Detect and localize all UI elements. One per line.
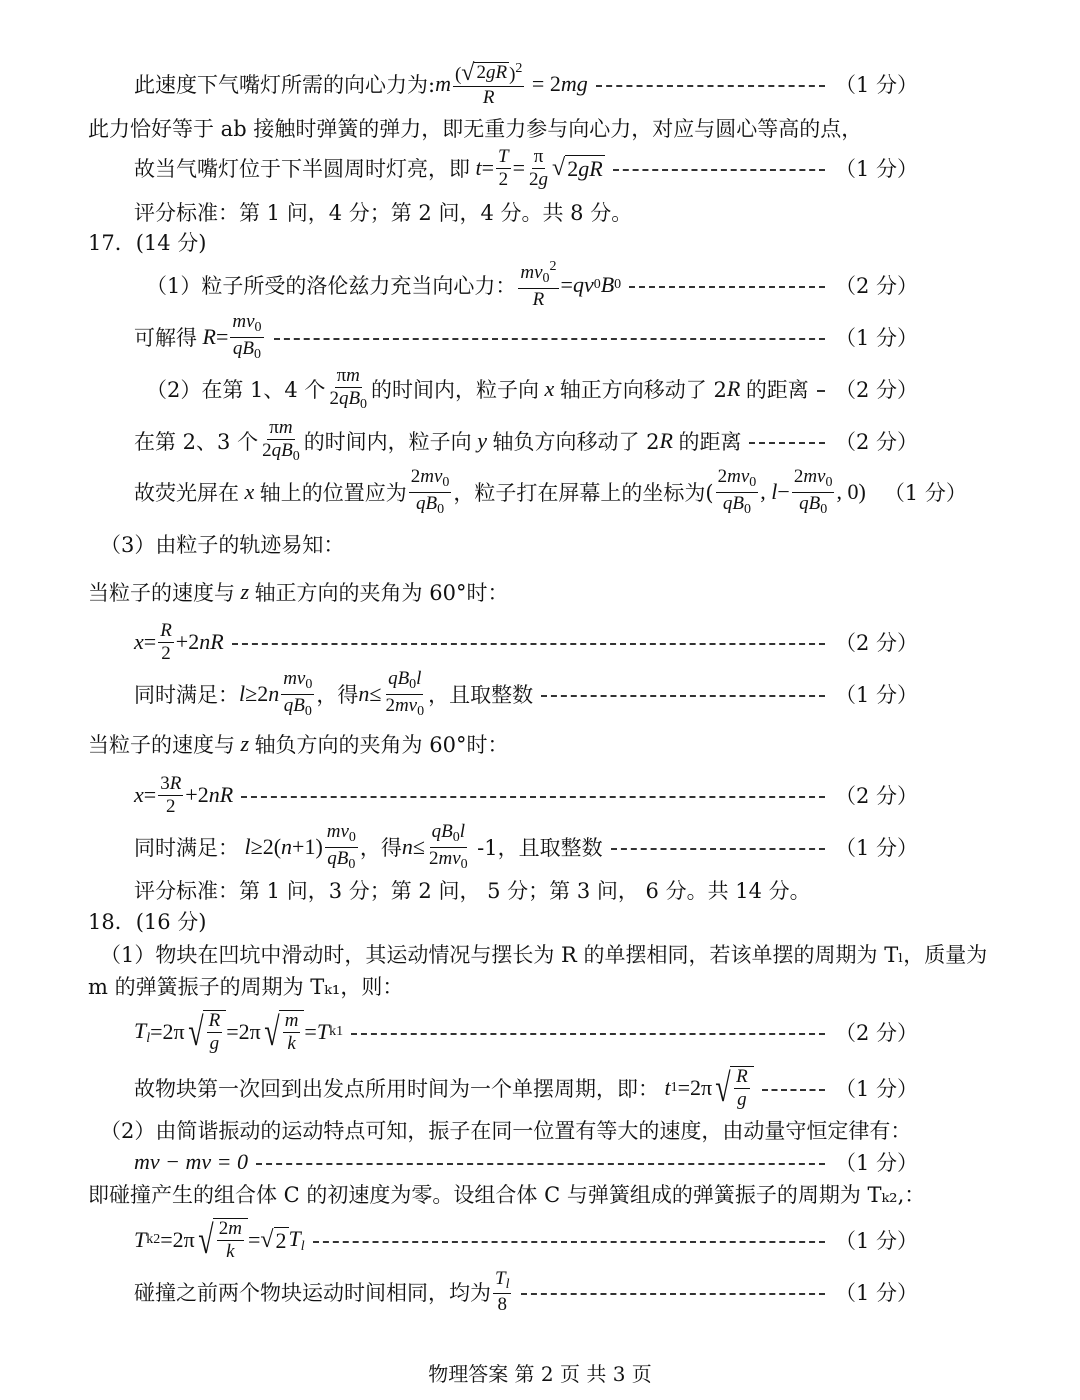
- line-text: 在第 2、3 个: [134, 430, 259, 454]
- score-label: （1 分）: [834, 1281, 918, 1305]
- dotted-leader: [762, 1089, 825, 1091]
- line-text: 轴上的位置应为: [259, 481, 407, 505]
- score-label: （2 分）: [834, 1021, 918, 1045]
- formula: x = $\frac{3R}{2}$ +2 nR: [134, 772, 234, 817]
- score-label: （1 分）: [834, 326, 918, 350]
- dotted-leader: [351, 1033, 825, 1035]
- line-text: m 的弹簧振子的周期为 Tₖ₁，则：: [88, 975, 404, 999]
- line-negative-z: 当粒子的速度与 z 轴负方向的夹角为 60°时：: [88, 731, 509, 757]
- score-label: （2 分）: [834, 274, 918, 298]
- line-text: ，得: [359, 836, 402, 860]
- line-text: 18．(16 分): [88, 910, 207, 934]
- formula: $\frac{\pi m}{2qB_0}$: [262, 416, 300, 464]
- line-x-negative: [0, 765, 1080, 825]
- line-text: 轴正方向移动了 2: [559, 378, 727, 402]
- score-label: （1 分）: [834, 73, 918, 97]
- line-text: ，粒子打在屏幕上的坐标为(: [453, 481, 714, 505]
- line-text: （1）物块在凹坑中滑动时，其运动情况与摆长为 R 的单摆相同，若该单摆的周期为 Tₗ，质量为: [100, 943, 988, 967]
- line-text: 故物块第一次回到出发点所用时间为一个单摆周期，即：: [134, 1077, 659, 1101]
- formula: n ≤ $\frac{qB_0l}{2mv_0}$: [401, 820, 468, 872]
- score-label: （1 分）: [834, 157, 918, 181]
- line-screen-coordinate: 故荧光屏在 x 轴上的位置应为 $\frac{2mv_0}{qB_0}$ ，粒子打在屏幕上的坐标为( $\frac{2mv_0}{qB_0}$ , l − $\frac{2mv_0}{qB_0}$ , 0) （1 分）: [134, 465, 967, 517]
- line-text: 此力恰好等于 ab 接触时弹簧的弹力，即无重力参与向心力，对应与圆心等高的点，: [88, 117, 863, 141]
- formula: t = $\frac{T}{2}$ = $\frac{\pi}{2g}$ √ 2gR: [475, 145, 603, 190]
- line-radius: [0, 307, 1080, 367]
- line-collision-time: [0, 1262, 1080, 1322]
- score-label: （1 分）: [834, 1077, 918, 1101]
- score-label: （2 分）: [834, 430, 918, 454]
- formula: n ≤ $\frac{qB_0l}{2mv_0}$: [358, 667, 425, 719]
- dotted-leader: [749, 442, 825, 444]
- dotted-leader: [274, 338, 825, 340]
- score-label: （1 分）: [834, 1229, 918, 1253]
- line-text: 轴负方向的夹角为 60°时：: [254, 733, 509, 757]
- dotted-leader: [817, 390, 825, 392]
- line-text: 当粒子的速度与: [88, 733, 235, 757]
- formula: $\frac{2mv_0}{qB_0}$ , l − $\frac{2mv_0}{qB_0}$: [717, 465, 833, 517]
- line-text: 的距离: [678, 430, 742, 454]
- dotted-leader: [541, 695, 825, 697]
- line-positive-z: 当粒子的速度与 z 轴正方向的夹角为 60°时：: [88, 579, 509, 605]
- line-text: 的时间内，粒子向: [371, 378, 540, 402]
- dotted-leader: [613, 169, 825, 171]
- formula: R = $\frac{mv_0}{qB_0}$: [202, 310, 262, 362]
- score-label: （1 分）: [883, 481, 967, 505]
- line-text: 故当气嘴灯位于下半圆周时灯亮，即: [134, 157, 470, 181]
- line-text: 17．(14 分): [88, 231, 207, 255]
- formula: t 1 =2π √ $\frac{R}{g}$: [659, 1066, 754, 1110]
- dotted-leader: [521, 1293, 824, 1295]
- formula: $\frac{T_l}{8}$: [495, 1267, 510, 1316]
- formula: $\frac{2mv_0}{qB_0}$: [410, 465, 450, 517]
- formula: l ≥2 n $\frac{mv_0}{qB_0}$: [239, 667, 313, 719]
- line-text: 同时满足：: [134, 836, 239, 860]
- score-label: （1 分）: [834, 683, 918, 707]
- line-text: （2）在第 1、4 个: [146, 378, 326, 402]
- line-text: 碰撞之前两个物块运动时间相同，均为: [134, 1281, 491, 1305]
- line-y-move: 在第 2、3 个 $\frac{\pi m}{2qB_0}$ 的时间内，粒子向 y 轴负方向移动了 2 R 的距离 （2 分）: [134, 416, 918, 464]
- line-text: 当粒子的速度与: [88, 581, 235, 605]
- formula: l ≥2( n +1) $\frac{mv_0}{qB_0}$: [244, 820, 356, 872]
- line-text: （1）粒子所受的洛伦兹力充当向心力：: [146, 274, 517, 298]
- line-text: （3）由粒子的轨迹易知：: [100, 533, 345, 557]
- formula: $T_l$ =2π √ $\frac{R}{g}$ =2π √ $\frac{m}{k}$ = T k1: [134, 1009, 344, 1054]
- dotted-leader: [313, 1241, 825, 1243]
- line-lorentz-force: [0, 255, 1080, 315]
- line-text: 轴负方向移动了 2: [492, 430, 660, 454]
- line-text: 评分标准：第 1 问，4 分；第 2 问，4 分。共 8 分。: [134, 201, 633, 225]
- score-label: （2 分）: [834, 378, 918, 402]
- line-text: 故荧光屏在: [134, 481, 239, 505]
- line-text: 同时满足：: [134, 683, 239, 707]
- line-text: 此速度下气嘴灯所需的向心力为:: [134, 73, 436, 97]
- line-text: （2）由简谐振动的运动特点可知，振子在同一位置有等大的速度，由动量守恒定律有：: [100, 1119, 912, 1143]
- line-text: 即碰撞产生的组合体 C 的初速度为零。设组合体 C 与弹簧组成的弹簧振子的周期为 Tₖ₂,：: [88, 1183, 926, 1207]
- dotted-leader: [611, 848, 825, 850]
- formula: mv − mv = 0: [134, 1149, 248, 1174]
- dotted-leader: [596, 85, 825, 87]
- line-text: 轴正方向的夹角为 60°时：: [254, 581, 509, 605]
- formula: m ( √ 2gR )$^2$ R = 2 mg: [435, 59, 588, 108]
- line-text: , 0): [836, 479, 866, 504]
- line-text: 可解得: [134, 326, 197, 350]
- formula: x = $\frac{R}{2}$ +2 nR: [134, 619, 224, 664]
- dotted-leader: [629, 286, 825, 288]
- formula: $\frac{mv_0^2}{R}$ = qv 0 B 0: [520, 259, 622, 310]
- line-period-k2: [0, 1210, 1080, 1270]
- line-text: 的时间内，粒子向: [303, 430, 472, 454]
- page-footer: 物理答案 第 2 页 共 3 页: [428, 1362, 652, 1386]
- score-label: （1 分）: [834, 1151, 918, 1175]
- line-period-equation: [0, 1002, 1080, 1062]
- line-text: 评分标准：第 1 问，3 分；第 2 问， 5 分；第 3 问， 6 分。共 14 分。: [134, 879, 811, 903]
- line-x-move: （2）在第 1、4 个 $\frac{\pi m}{2qB_0}$ 的时间内，粒子向 x 轴正方向移动了 2 R 的距离 （2 分）: [146, 364, 918, 412]
- formula: T k2 =2π √ $\frac{2m}{k}$ = √ 2 $T_l$: [134, 1217, 305, 1262]
- line-text: ，得: [316, 683, 359, 707]
- score-label: （2 分）: [834, 631, 918, 655]
- dotted-leader: [232, 643, 825, 645]
- score-label: （1 分）: [834, 836, 918, 860]
- formula: $\frac{\pi m}{2qB_0}$: [329, 364, 368, 412]
- line-text: -1，且取整数: [477, 836, 603, 860]
- dotted-leader: [241, 796, 825, 798]
- score-label: （2 分）: [834, 784, 918, 808]
- line-text: ，且取整数: [428, 683, 534, 707]
- line-text: 的距离: [745, 378, 809, 402]
- line-x-positive: [0, 612, 1080, 672]
